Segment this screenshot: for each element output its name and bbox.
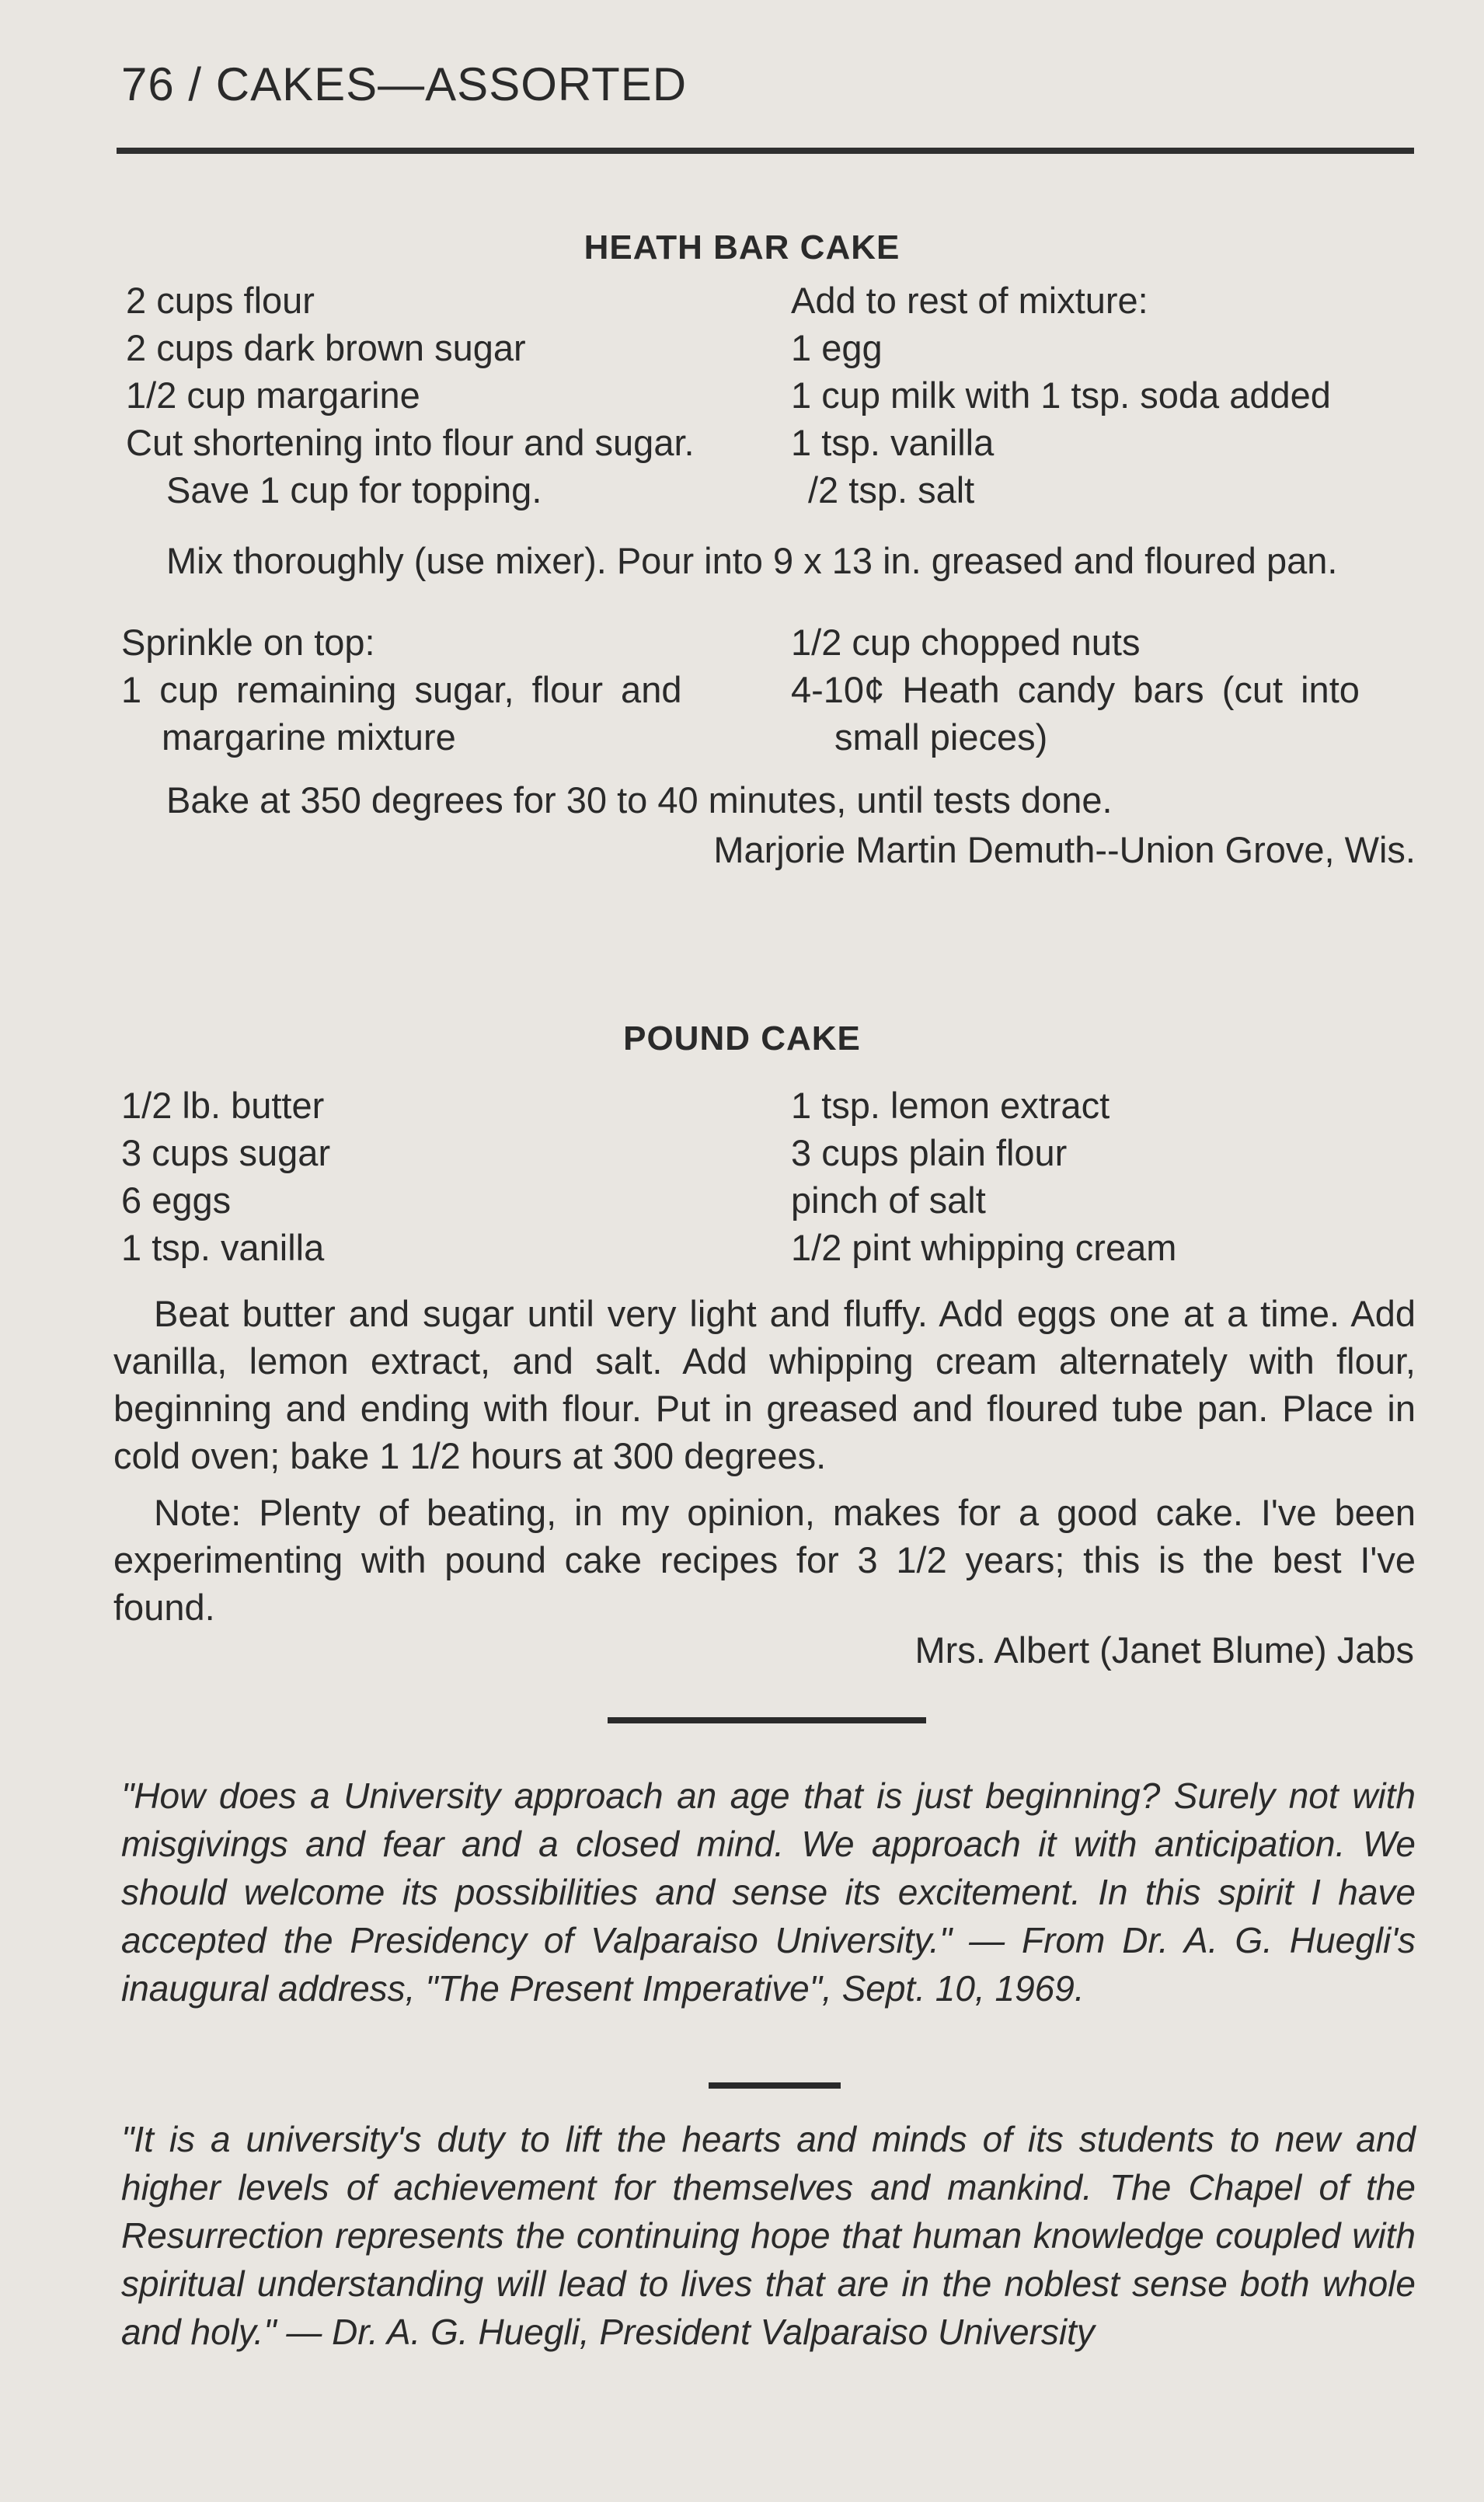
ingredient-line: 2 cups flour: [126, 280, 315, 321]
pound-author: Mrs. Albert (Janet Blume) Jabs: [914, 1629, 1414, 1671]
ingredient-line: 1 tsp. lemon extract: [791, 1085, 1110, 1126]
ingredient-line: 1/2 lb. butter: [121, 1085, 325, 1126]
pound-ingredients-left: [121, 1082, 330, 1271]
ingredient-line: Save 1 cup for topping.: [166, 469, 542, 511]
topping-line: 4-10¢ Heath candy bars (cut into: [791, 669, 1360, 710]
ingredient-line: Cut shortening into flour and sugar.: [126, 422, 695, 463]
ingredient-line: pinch of salt: [791, 1180, 986, 1221]
pound-directions-text: Beat butter and sugar until very light and fluffy. Add eggs one at a time. Add vanilla, lemon extract, and salt. Add whipping cream alternately with flour, beginning and ending with flour. Put in greased and floured tube pan. Place in cold oven; bake 1 1/2 hours at 300 degrees.: [113, 1293, 1416, 1476]
topping-line: 1 cup remaining sugar, flour and: [121, 669, 682, 710]
ingredient-line: 3 cups plain flour: [791, 1132, 1068, 1173]
pound-note: [113, 1489, 1416, 1631]
quote-divider: [709, 2082, 841, 2089]
page-header: 76 / CAKES—ASSORTED: [121, 58, 688, 110]
pound-cake-title: POUND CAKE: [623, 1019, 861, 1058]
ingredient-line: 3 cups sugar: [121, 1132, 331, 1173]
ingredient-line: /2 tsp. salt: [808, 469, 975, 511]
topping-line: Sprinkle on top:: [121, 622, 375, 663]
section-divider: [608, 1717, 926, 1723]
heath-bake-instruction: Bake at 350 degrees for 30 to 40 minutes, until tests done.: [166, 779, 1113, 821]
huegli-inaugural-quote: "How does a University approach an age that is just beginning? Surely not with misgivings and fear and a closed mind. We approach it with anticipation. We should welcome its possibilities and sense its excitement. In this spirit I have accepted the Presidency of Valparaiso University." — From Dr. A. G. Huegli's inaugural address, "The Present Imperative", Sept. 10, 1969.: [121, 1775, 1416, 2009]
ingredient-line: 2 cups dark brown sugar: [126, 327, 526, 368]
ingredient-line: 6 eggs: [121, 1180, 232, 1221]
ingredient-line: 1 cup milk with 1 tsp. soda added: [791, 375, 1331, 416]
header-rule: [117, 148, 1414, 154]
ingredient-line: 1 tsp. vanilla: [791, 422, 995, 463]
topping-line: 1/2 cup chopped nuts: [791, 622, 1141, 663]
ingredient-line: 1/2 pint whipping cream: [791, 1227, 1177, 1268]
topping-line: margarine mixture: [162, 716, 456, 758]
pound-ingredients-right: [791, 1082, 1176, 1271]
topping-line: small pieces): [834, 716, 1048, 758]
heath-bar-cake-title: HEATH BAR CAKE: [583, 228, 901, 267]
heath-topping-right: [791, 619, 1360, 761]
heath-ingredients-left: [126, 277, 695, 514]
ingredient-line: 1 tsp. vanilla: [121, 1227, 325, 1268]
heath-topping-left: [121, 619, 681, 761]
pound-directions: [113, 1290, 1416, 1479]
huegli-chapel-quote: "It is a university's duty to lift the hearts and minds of its students to new and higher levels of achievement for themselves and mankind. The Chapel of the Resurrection represents the continuing hope that human knowledge coupled with spiritual understanding will lead to lives that are in the noblest sense both whole and holy." — Dr. A. G. Huegli, President Valparaiso University: [121, 2119, 1416, 2352]
heath-author: Marjorie Martin Demuth--Union Grove, Wis.: [713, 829, 1416, 870]
ingredient-line: 1 egg: [791, 327, 883, 368]
heath-mix-instruction: Mix thoroughly (use mixer). Pour into 9 x 13 in. greased and floured pan.: [166, 540, 1338, 581]
heath-ingredients-right: [791, 277, 1331, 514]
ingredient-line: Add to rest of mixture:: [791, 280, 1148, 321]
pound-note-text: Note: Plenty of beating, in my opinion, makes for a good cake. I've been experimenting with pound cake recipes for 3 1/2 years; this is the best I've found.: [113, 1492, 1416, 1628]
ingredient-line: 1/2 cup margarine: [126, 375, 420, 416]
